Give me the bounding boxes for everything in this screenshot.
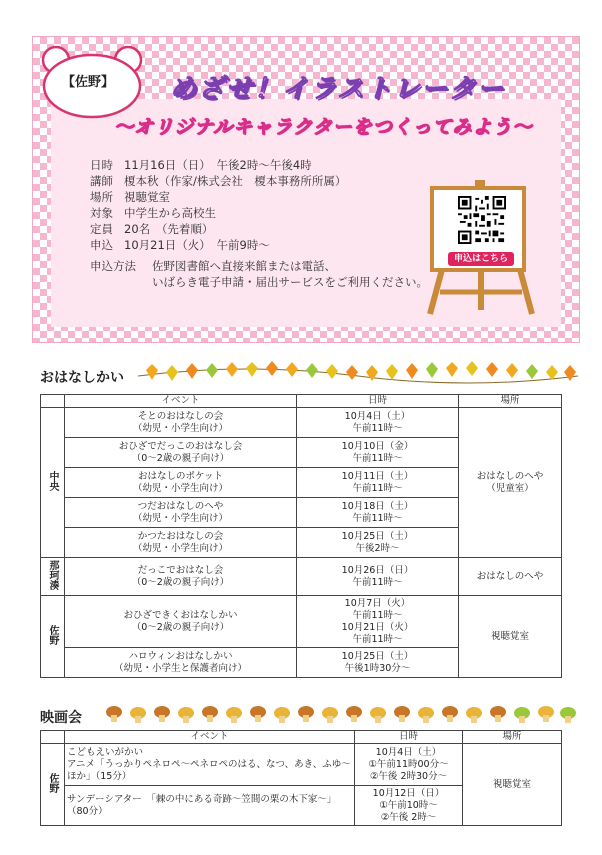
event-details	[90, 157, 346, 253]
qr-board	[430, 186, 526, 272]
table-row: 中央 そとのおはなしの会 （幼児・小学生向け） 10月4日（土） 午前11時～ おはなしのへや （児童室）	[41, 408, 562, 438]
detail-row-place: 場所 視聴覚室	[90, 190, 170, 204]
apply-method-line1: 佐野図書館へ直接来館または電話、	[152, 259, 336, 273]
movie-col-header-place: 場所	[463, 731, 562, 744]
detail-row-apply: 申込 10月21日（火） 午前9時～	[90, 238, 270, 252]
movie-place: 視聴覚室	[463, 744, 562, 826]
table-row: 佐野 こどもえいがかい アニメ「うっかりペネロペ～ペネロペのはる、なつ、あき、ふゆ～ ほか」（15分） 10月4日（土） ①午前11時00分～ ②午後 2時30分～ 視聴覚室	[41, 744, 562, 786]
movie-col-header-date: 日時	[355, 731, 463, 744]
table-row: 佐野 おひざできくおはなしかい （0～2歳の親子向け） 10月7日（火） 午前11時～ 10月21日（火） 午前11時～ 視聴覚室	[41, 596, 562, 648]
mushroom-garland-icon	[100, 702, 578, 726]
movie-branch-sano: 佐野	[41, 744, 65, 826]
place-av-room: 視聴覚室	[459, 596, 562, 678]
leaf-garland-icon	[138, 360, 578, 384]
banner-subtitle: ～オリジナルキャラクターをつくってみよう～	[114, 116, 533, 138]
table-row: かつたおはなしの会 （幼児・小学生向け） 10月25日（土） 午後2時～	[41, 528, 562, 558]
table-row: サンデーシアター 「棘の中にある奇跡～笠間の栗の木下家～」 （80分） 10月12日（日） ①午前10時～ ②午後 2時～	[41, 786, 562, 826]
storytime-section-title: おはなしかい	[40, 370, 124, 386]
place-ohanashi-heya: おはなしのへや （児童室）	[459, 408, 562, 558]
detail-row-lecturer: 講師 榎本秋（作家/株式会社 榎本事務所所属）	[90, 174, 347, 188]
table-row: ハロウィンおはなしかい （幼児・小学生と保護者向け） 10月25日（土） 午後1時30分～	[41, 648, 562, 678]
qr-code-icon[interactable]	[458, 196, 506, 244]
place-ohanashi-heya-2: おはなしのへや	[459, 558, 562, 596]
detail-row-capacity: 定員 20名 （先着順）	[90, 222, 214, 236]
branch-sano: 佐野	[41, 596, 65, 678]
col-header-place: 場所	[459, 395, 562, 408]
movie-col-header-event: イベント	[65, 731, 355, 744]
apply-method	[90, 258, 428, 290]
storytime-table	[40, 394, 562, 678]
table-row: つだおはなしのへや （幼児・小学生向け） 10月18日（土） 午前11時～	[41, 498, 562, 528]
branch-nakaminato: 那珂湊	[41, 558, 65, 596]
apply-method-line2: いばらき電子申請・届出サービスをご利用ください。	[152, 275, 428, 289]
table-row: おひざでだっこのおはなし会 （0～2歳の親子向け） 10月10日（金） 午前11時～	[41, 438, 562, 468]
banner-title: めざせ！イラストレーター	[170, 74, 506, 104]
apply-method-label: 申込方法	[90, 259, 136, 273]
table-row: 那珂湊 だっこでおはなし会 （0～2歳の親子向け） 10月26日（日） 午前11時～ おはなしのへや	[41, 558, 562, 596]
table-row: おはなしのポケット （幼児・小学生向け） 10月11日（土） 午前11時～	[41, 468, 562, 498]
movie-section-title: 映画会	[40, 710, 82, 726]
apply-here-link[interactable]: 申込はこちら	[448, 252, 514, 266]
col-header-date: 日時	[297, 395, 459, 408]
movie-table	[40, 730, 562, 826]
location-tag: 【佐野】	[62, 75, 115, 90]
detail-row-target: 対象 中学生から高校生	[90, 206, 216, 220]
detail-row-date: 日時 11月16日（日） 午後2時～午後4時	[90, 158, 312, 172]
branch-chuo: 中央	[41, 408, 65, 558]
col-header-event: イベント	[65, 395, 297, 408]
